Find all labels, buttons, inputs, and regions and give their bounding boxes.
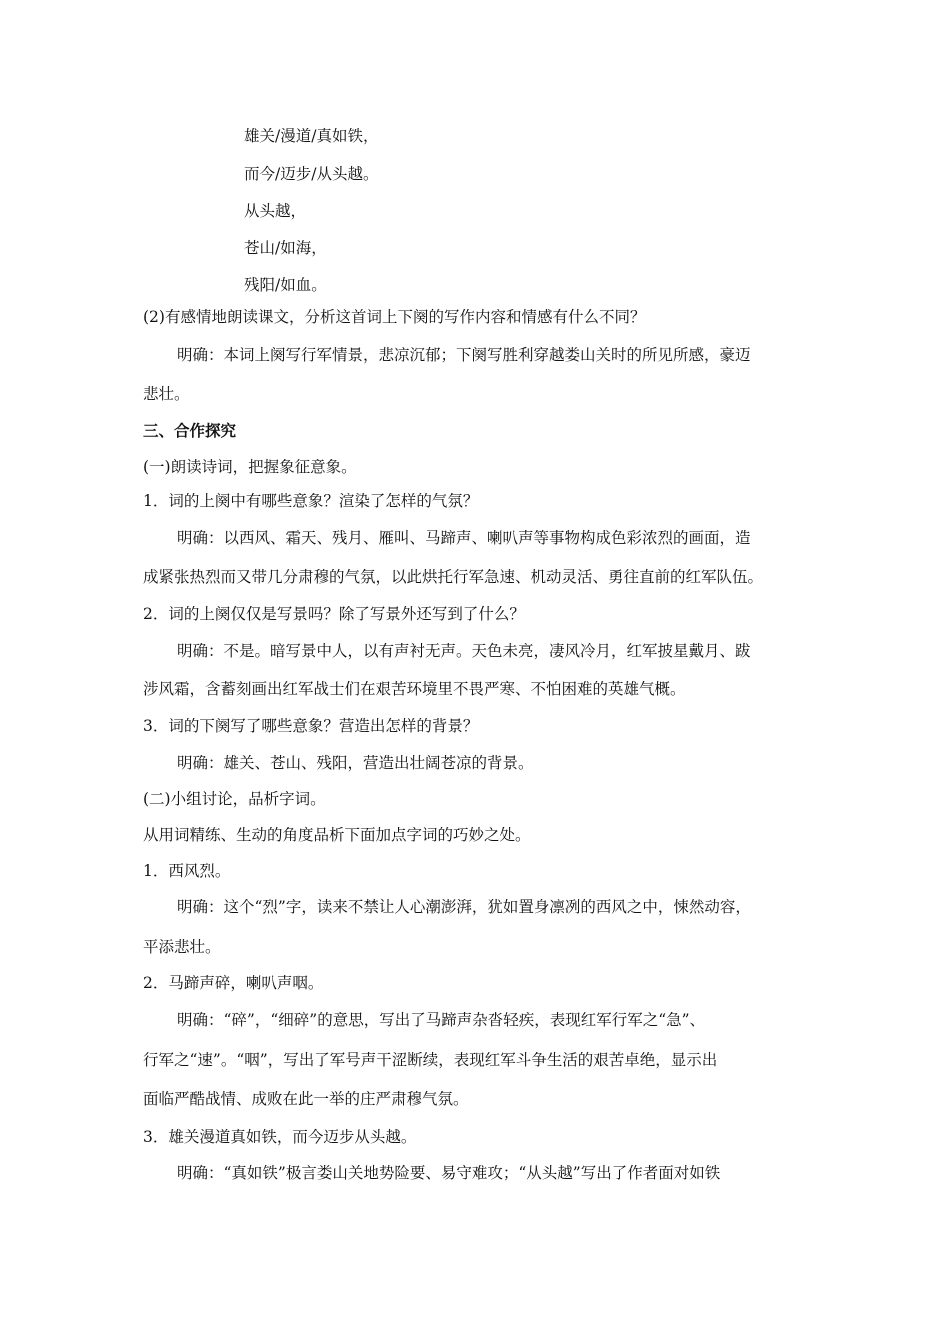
answer-line: 面临严酷战情、成败在此一举的庄严肃穆气氛。 xyxy=(143,1090,469,1108)
answer-line: 明确：“碎”，“细碎”的意思，写出了马蹄声杂沓轻疾，表现红军行军之“急”、 xyxy=(177,1011,706,1029)
answer-line: 明确：这个“烈”字，读来不禁让人心潮澎湃，犹如置身凛冽的西风之中，悚然动容， xyxy=(177,898,751,916)
poem-line: 残阳/如血。 xyxy=(244,276,327,294)
question-2: (2)有感情地朗读课文，分析这首词上下阕的写作内容和情感有什么不同？ xyxy=(143,308,646,326)
answer-line: 涉风霜，含蓄刻画出红军战士们在艰苦环境里不畏严寒、不怕困难的英雄气概。 xyxy=(143,680,686,698)
section-heading: 三、合作探究 xyxy=(143,422,237,440)
poem-line: 雄关/漫道/真如铁， xyxy=(244,127,379,145)
question: 2．词的上阕仅仅是写景吗？除了写景外还写到了什么？ xyxy=(143,605,525,623)
question: 1．词的上阕中有哪些意象？渲染了怎样的气氛？ xyxy=(143,492,479,510)
question: 1．西风烈。 xyxy=(143,862,231,880)
intro-text: 从用词精练、生动的角度品析下面加点字词的巧妙之处。 xyxy=(143,826,531,844)
question: 3．雄关漫道真如铁，而今迈步从头越。 xyxy=(143,1128,417,1146)
poem-line: 苍山/如海， xyxy=(244,239,327,257)
answer-line: 明确：“真如铁”极言娄山关地势险要、易守难攻；“从头越”写出了作者面对如铁 xyxy=(177,1164,721,1182)
answer-line: 成紧张热烈而又带几分肃穆的气氛，以此烘托行军急速、机动灵活、勇往直前的红军队伍。 xyxy=(143,568,764,586)
question: 2．马蹄声碎，喇叭声咽。 xyxy=(143,974,324,992)
answer-line: 悲壮。 xyxy=(143,385,190,403)
subsection-heading: (二)小组讨论，品析字词。 xyxy=(143,790,326,808)
answer-line: 明确：雄关、苍山、残阳，营造出壮阔苍凉的背景。 xyxy=(177,754,534,772)
question: 3．词的下阕写了哪些意象？营造出怎样的背景？ xyxy=(143,717,479,735)
answer-line: 明确：本词上阕写行军情景，悲凉沉郁；下阕写胜利穿越娄山关时的所见所感，豪迈 xyxy=(177,346,751,364)
subsection-heading: (一)朗读诗词，把握象征意象。 xyxy=(143,458,357,476)
answer-line: 明确：以西风、霜天、残月、雁叫、马蹄声、喇叭声等事物构成色彩浓烈的画面，造 xyxy=(177,529,751,547)
answer-line: 明确：不是。暗写景中人，以有声衬无声。天色未亮，凄风冷月，红军披星戴月、跋 xyxy=(177,642,751,660)
poem-line: 而今/迈步/从头越。 xyxy=(244,165,379,183)
answer-line: 行军之“速”。“咽”，写出了军号声干涩断续，表现红军斗争生活的艰苦卓绝，显示出 xyxy=(143,1051,718,1069)
answer-line: 平添悲壮。 xyxy=(143,938,221,956)
poem-line: 从头越， xyxy=(244,202,307,220)
